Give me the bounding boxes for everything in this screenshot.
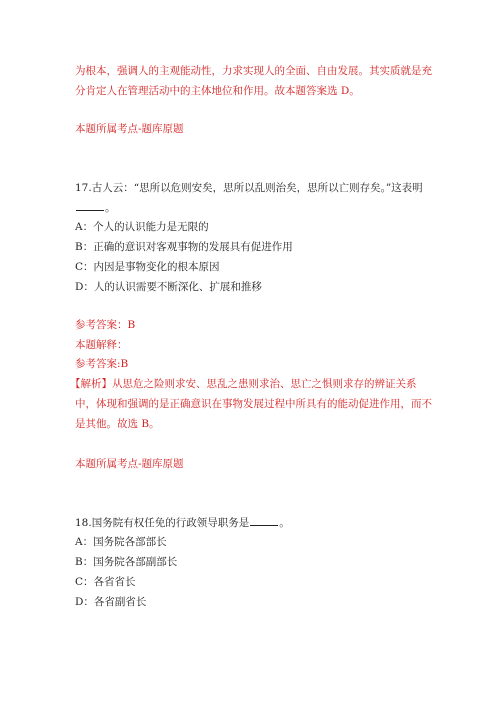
q18-stem-prefix: 18.国务院有权任免的行政领导职务是: [75, 517, 250, 529]
q18-stem: [75, 515, 290, 530]
q17-stem-line-2: [75, 200, 116, 215]
q17-option-b: B：正确的意识对客观事物的发展具有促进作用: [75, 241, 293, 253]
q17-stem-suffix: 。: [105, 202, 116, 214]
q18-option-b: B：国务院各部副部长: [75, 556, 178, 568]
q18-option-c: C：各省省长: [75, 576, 136, 588]
prev-explanation-line-2: 分肯定人在管理活动中的主体地位和作用。故本题答案选 D。: [75, 85, 360, 97]
q17-analysis-line-1: [70, 377, 417, 391]
q17-option-d: D：人的认识需要不断深化、扩展和推移: [75, 281, 262, 293]
q17-option-a: A：个人的认识能力是无限的: [75, 221, 209, 233]
q17-reference-answer-2: 参考答案:B: [75, 358, 129, 370]
prev-source-note: 本题所属考点-题库原题: [75, 123, 184, 135]
q18-option-d: D：各省副省长: [75, 596, 147, 608]
q17-answer-blank: [76, 200, 104, 211]
q18-option-a: A：国务院各部部长: [75, 536, 167, 548]
q17-explanation-label: 本题解释：: [75, 339, 128, 351]
q18-answer-blank: [250, 515, 278, 526]
q17-reference-answer: 参考答案：B: [75, 319, 136, 331]
q17-stem-line-1: 17.古人云：“思所以危则安矣，思所以乱则治矣，思所以亡则存矣。”这表明: [75, 182, 423, 194]
q17-source-note: 本题所属考点-题库原题: [75, 458, 184, 470]
q17-analysis-line-3: 是其他。故选 B。: [75, 418, 160, 430]
q17-option-c: C：内因是事物变化的根本原因: [75, 261, 220, 273]
q17-analysis-tag: 【解析】: [70, 378, 112, 390]
prev-explanation-line-1: 为根本，强调人的主观能动性，力求实现人的全面、自由发展。其实质就是充: [75, 65, 432, 77]
q18-stem-suffix: 。: [279, 517, 290, 529]
q17-analysis-text-1: 从思危之险则求安、思乱之患则求治、思亡之惧则求存的辨证关系: [112, 378, 417, 390]
q17-analysis-line-2: 中，体现和强调的是正确意识在事物发展过程中所具有的能动促进作用，而不: [75, 398, 432, 410]
